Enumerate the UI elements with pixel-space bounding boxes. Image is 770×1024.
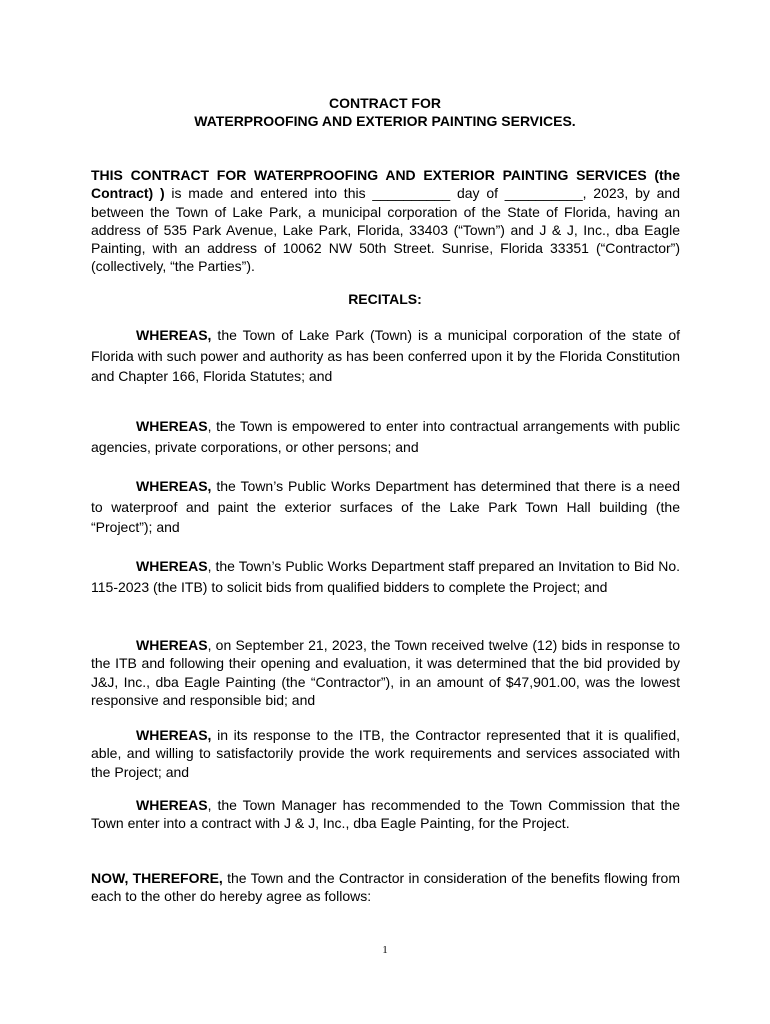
- whereas-bold: WHEREAS,: [136, 727, 212, 743]
- whereas-bold: WHEREAS: [136, 558, 208, 574]
- whereas-paragraph-3: [91, 476, 680, 538]
- whereas-bold: WHEREAS: [136, 418, 208, 434]
- whereas-text: the Town’s Public Works Department has determined that there is a need to waterproof and paint the exterior surfaces of the Lake Park Town Hall building (the “Project”); and: [91, 478, 680, 535]
- whereas-text: in its response to the ITB, the Contractor represented that it is qualified, able, and willing to satisfactorily provide the work requirements and services associated with the Project; and: [91, 727, 680, 780]
- now-therefore-text: the Town and the Contractor in consideration of the benefits flowing from each to the other do hereby agree as follows:: [91, 870, 680, 905]
- now-therefore-bold: NOW, THEREFORE,: [91, 870, 223, 886]
- intro-paragraph: [91, 166, 680, 276]
- whereas-text: the Town of Lake Park (Town) is a municipal corporation of the state of Florida with such power and authority as has been conferred upon it by the Florida Constitution and Chapter 166, Florida Statutes; and: [91, 327, 680, 384]
- whereas-paragraph-5: [91, 636, 680, 709]
- intro-bold-text: THIS CONTRACT FOR WATERPROOFING AND EXTERIOR PAINTING SERVICES (the Contract) ): [91, 167, 680, 202]
- page-number: 1: [382, 944, 388, 956]
- whereas-paragraph-2: [91, 416, 680, 457]
- whereas-paragraph-4: [91, 556, 680, 597]
- recitals-heading: RECITALS:: [348, 291, 422, 307]
- now-therefore-paragraph: [91, 869, 680, 906]
- contract-title-line2: WATERPROOFING AND EXTERIOR PAINTING SERVICES.: [194, 113, 576, 129]
- whereas-text: , the Town Manager has recommended to the Town Commission that the Town enter into a contract with J & J, Inc., dba Eagle Painting, for the Project.: [91, 797, 680, 832]
- intro-text: is made and entered into this __________ day of __________, 2023, by and between the Town of Lake Park, a municipal corporation of the State of Florida, having an address of 535 Park Avenue, Lake Park, Florida, 33403 (“Town”) and J & J, Inc., dba Eagle Painting, with an address of 10062 NW 50th Street. Sunrise, Florida 33351 (“Contractor”) (collectively, “the Parties”).: [91, 185, 680, 275]
- whereas-text: , the Town’s Public Works Department staff prepared an Invitation to Bid No. 115-2023 (the ITB) to solicit bids from qualified bidders to complete the Project; and: [91, 558, 680, 595]
- whereas-bold: WHEREAS,: [136, 478, 212, 494]
- contract-title-line1: CONTRACT FOR: [329, 95, 441, 111]
- whereas-bold: WHEREAS: [136, 637, 208, 653]
- whereas-paragraph-1: [91, 325, 680, 387]
- whereas-bold: WHEREAS,: [136, 327, 212, 343]
- whereas-paragraph-6: [91, 726, 680, 781]
- whereas-text: , the Town is empowered to enter into contractual arrangements with public agencies, private corporations, or other persons; and: [91, 418, 680, 455]
- whereas-text: , on September 21, 2023, the Town received twelve (12) bids in response to the ITB and following their opening and evaluation, it was determined that the bid provided by J&J, Inc., dba Eagle Painting (the “Contractor”), in an amount of $47,901.00, was the lowest responsive and responsible bid; and: [91, 637, 680, 708]
- whereas-paragraph-7: [91, 796, 680, 833]
- whereas-bold: WHEREAS: [136, 797, 208, 813]
